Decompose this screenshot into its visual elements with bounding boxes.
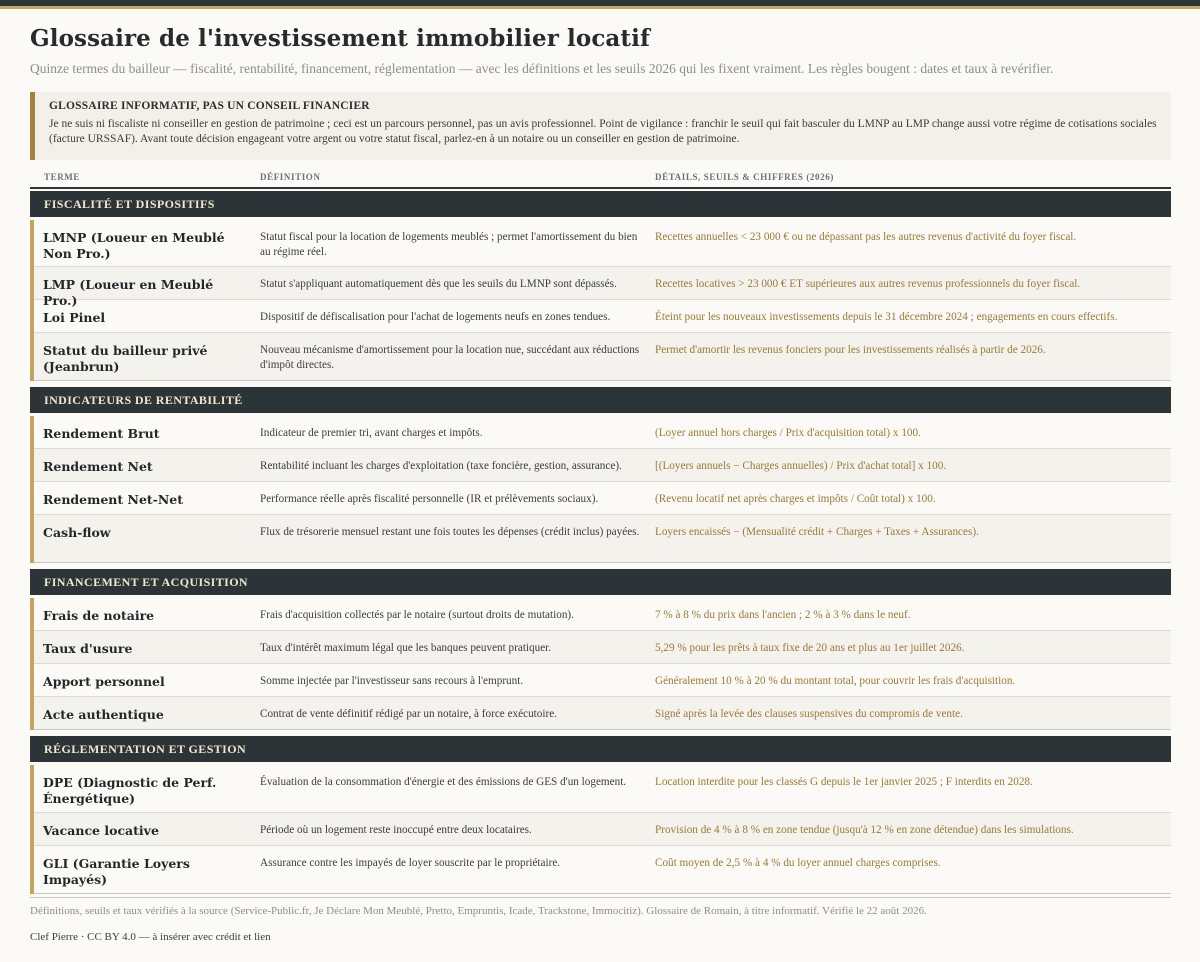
term-details: Location interdite pour les classés G depuis le 1er janvier 2025 ; F interdits en 2028. <box>655 776 1033 788</box>
table-row <box>34 846 1171 894</box>
term-details: Coût moyen de 2,5 % à 4 % du loyer annuel charges comprises. <box>655 857 941 869</box>
term-details: Recettes annuelles < 23 000 € ou ne dépassant pas les autres revenus d'activité du foyer fiscal. <box>655 231 1077 243</box>
table-row <box>34 220 1171 267</box>
term-definition: Flux de trésorerie mensuel restant une fois toutes les dépenses (crédit inclus) payées. <box>260 526 640 538</box>
term-name: Rendement Net <box>43 459 153 474</box>
column-header-definition: DÉFINITION <box>260 172 321 182</box>
table-row <box>34 631 1171 664</box>
table-row <box>34 598 1171 631</box>
term-definition: Assurance contre les impayés de loyer souscrite par le propriétaire. <box>260 857 561 869</box>
term-name: Vacance locative <box>43 823 159 838</box>
term-details: 7 % à 8 % du prix dans l'ancien ; 2 % à 3 % dans le neuf. <box>655 609 911 621</box>
term-definition: Statut s'appliquant automatiquement dès que les seuils du LMNP sont dépassés. <box>260 278 617 290</box>
section-reglementation <box>30 765 1171 894</box>
term-name: Statut du bailleur privé (Jeanbrun) <box>43 343 208 374</box>
table-row <box>34 300 1171 333</box>
term-name: Rendement Brut <box>43 426 160 441</box>
table-row <box>34 697 1171 730</box>
term-definition: Dispositif de défiscalisation pour l'achat de logements neufs en zones tendues. <box>260 311 611 323</box>
disclaimer-notice <box>30 92 1171 160</box>
section-header-fiscalite: FISCALITÉ ET DISPOSITIFS <box>30 191 1171 217</box>
term-name: Frais de notaire <box>43 608 155 623</box>
table-row <box>34 765 1171 813</box>
page-title: Glossaire de l'investissement immobilier locatif <box>30 25 650 52</box>
table-row <box>34 267 1171 308</box>
term-details: [(Loyers annuels − Charges annuelles) / Prix d'achat total] x 100. <box>655 460 947 472</box>
term-details: Recettes locatives > 23 000 € ET supérieures aux autres revenus professionnels du foyer fiscal. <box>655 278 1081 290</box>
term-definition: Somme injectée par l'investisseur sans recours à l'emprunt. <box>260 675 524 687</box>
footer-divider <box>30 897 1171 898</box>
credit-line: Clef Pierre · CC BY 4.0 — à insérer avec crédit et lien <box>30 931 271 943</box>
notice-text: Je ne suis ni fiscaliste ni conseiller en gestion de patrimoine ; ceci est un parcours personnel, pas un avis professionnel. Point de vigilance : franchir le seuil qui fait basculer du LMNP au LMP change aussi votre régime de cotisations sociales (facture URSSAF). Avant toute décision engageant votre argent ou votre statut fiscal, parlez-en à un notaire ou un conseiller en gestion de patrimoine. <box>49 118 1157 145</box>
term-details: Loyers encaissés − (Mensualité crédit + Charges + Taxes + Assurances). <box>655 526 979 538</box>
term-details: Généralement 10 % à 20 % du montant total, pour couvrir les frais d'acquisition. <box>655 675 1016 687</box>
term-details: Permet d'amortir les revenus fonciers pour les investissements réalisés à partir de 2026. <box>655 344 1046 356</box>
table-row <box>34 416 1171 449</box>
term-definition: Frais d'acquisition collectés par le notaire (surtout droits de mutation). <box>260 609 574 621</box>
term-name: LMP (Loueur en Meublé Pro.) <box>43 277 214 308</box>
page-subtitle: Quinze termes du bailleur — fiscalité, rentabilité, financement, réglementation — avec les définitions et les seuils 2026 qui les fixent vraiment. Les règles bougent : dates et taux à revérifier. <box>30 61 1054 76</box>
term-name: Acte authentique <box>43 707 164 722</box>
term-details: Provision de 4 % à 8 % en zone tendue (jusqu'à 12 % en zone détendue) dans les simulations. <box>655 824 1074 836</box>
table-row <box>34 664 1171 697</box>
term-name: GLI (Garantie Loyers Impayés) <box>43 856 190 887</box>
term-name: Taux d'usure <box>43 641 133 656</box>
table-row <box>34 449 1171 482</box>
section-fiscalite <box>30 220 1171 381</box>
term-name: LMNP (Loueur en Meublé Non Pro.) <box>43 230 225 261</box>
term-details: 5,29 % pour les prêts à taux fixe de 20 ans et plus au 1er juillet 2026. <box>655 642 965 654</box>
term-definition: Performance réelle après fiscalité personnelle (IR et prélèvements sociaux). <box>260 493 599 505</box>
column-header-details: DÉTAILS, SEUILS & CHIFFRES (2026) <box>655 172 834 182</box>
term-definition: Rentabilité incluant les charges d'exploitation (taxe foncière, gestion, assurance). <box>260 460 622 472</box>
table-header <box>30 171 1171 189</box>
table-row <box>34 813 1171 846</box>
table-row <box>34 515 1171 563</box>
section-header-rentabilite: INDICATEURS DE RENTABILITÉ <box>30 387 1171 413</box>
column-header-term: TERME <box>44 172 81 182</box>
section-rentabilite <box>30 416 1171 563</box>
term-details: Éteint pour les nouveaux investissements depuis le 31 décembre 2024 ; engagements en cours effectifs. <box>655 311 1118 323</box>
term-name: DPE (Diagnostic de Perf. Énergétique) <box>43 775 217 806</box>
term-name: Rendement Net-Net <box>43 492 184 507</box>
term-definition: Période où un logement reste inoccupé entre deux locataires. <box>260 824 532 836</box>
section-header-financement: FINANCEMENT ET ACQUISITION <box>30 569 1171 595</box>
term-definition: Indicateur de premier tri, avant charges et impôts. <box>260 427 483 439</box>
table-row <box>34 333 1171 381</box>
term-definition: Évaluation de la consommation d'énergie et des émissions de GES d'un logement. <box>260 776 627 788</box>
term-details: (Loyer annuel hors charges / Prix d'acquisition total) x 100. <box>655 427 921 439</box>
top-gold-bar <box>0 6 1200 9</box>
notice-title: GLOSSAIRE INFORMATIF, PAS UN CONSEIL FINANCIER <box>49 100 370 112</box>
term-name: Loi Pinel <box>43 310 106 325</box>
table-row <box>34 482 1171 515</box>
term-definition: Contrat de vente définitif rédigé par un notaire, à force exécutoire. <box>260 708 557 720</box>
section-financement <box>30 598 1171 730</box>
source-note: Définitions, seuils et taux vérifiés à la source (Service-Public.fr, Je Déclare Mon Meublé, Pretto, Empruntis, Icade, Trackstone, Immocitiz). Glossaire de Romain, à titre informatif. Vérifié le 22 août 2026. <box>30 905 927 917</box>
term-definition: Statut fiscal pour la location de logements meublés ; permet l'amortissement du bien au régime réel. <box>260 231 638 258</box>
glossary-document <box>30 22 1171 900</box>
term-name: Apport personnel <box>43 674 165 689</box>
term-definition: Nouveau mécanisme d'amortissement pour la location nue, succédant aux réductions d'impôt directes. <box>260 344 640 371</box>
term-details: Signé après la levée des clauses suspensives du compromis de vente. <box>655 708 963 720</box>
term-name: Cash-flow <box>43 525 111 540</box>
section-header-reglementation: RÉGLEMENTATION ET GESTION <box>30 736 1171 762</box>
term-definition: Taux d'intérêt maximum légal que les banques peuvent pratiquer. <box>260 642 552 654</box>
term-details: (Revenu locatif net après charges et impôts / Coût total) x 100. <box>655 493 936 505</box>
